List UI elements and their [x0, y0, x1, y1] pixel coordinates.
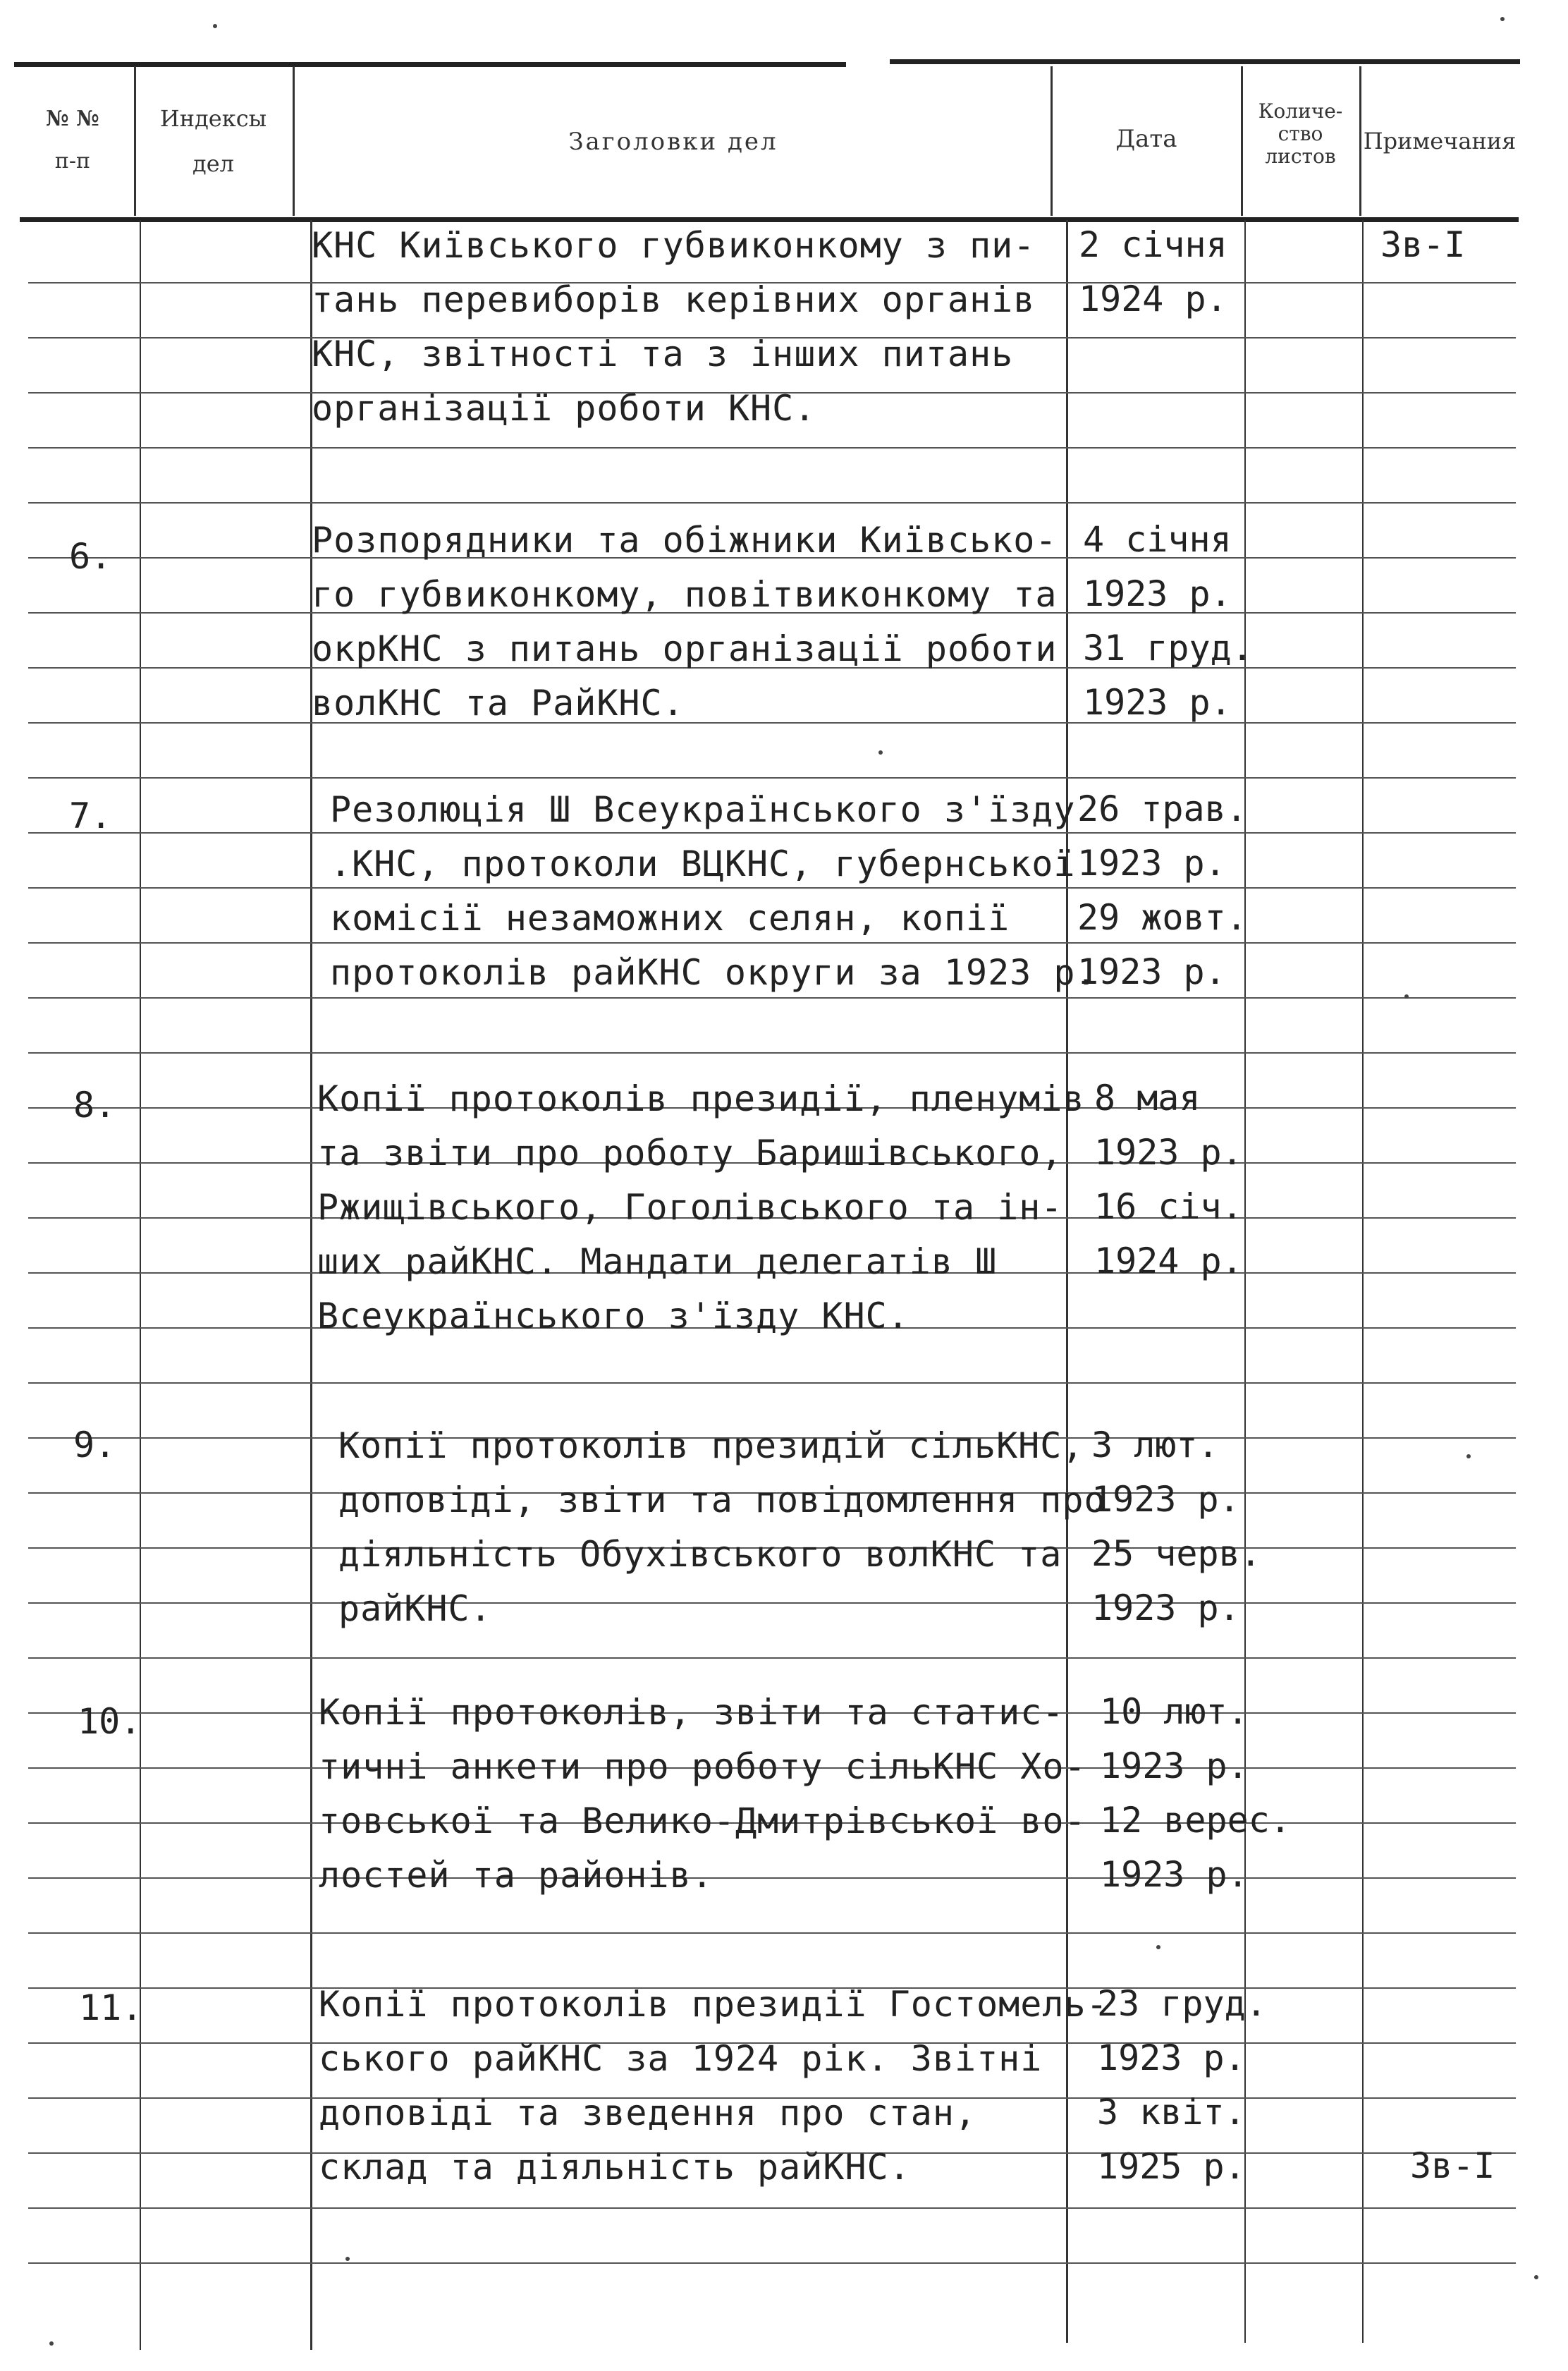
ruled-line — [28, 1877, 1516, 1879]
entry-date-line: 1923 р. — [1100, 1745, 1249, 1786]
header-count — [1243, 100, 1358, 169]
entry-date-line: 23 груд. — [1097, 1983, 1267, 2024]
entry-title-line: та звіти про роботу Баришівського, — [317, 1133, 1063, 1174]
entry-date-line: 25 черв. — [1091, 1533, 1261, 1574]
column-line-1 — [140, 220, 141, 2350]
header-count-line3: листов — [1265, 145, 1336, 169]
entry-number: 10. — [78, 1701, 142, 1742]
entry-title-line: ших райКНС. Мандати делегатів Ш — [317, 1241, 998, 1282]
entry-title-line: Всеукраїнського з'їзду КНС. — [317, 1296, 909, 1336]
entry-title-line: комісії незаможних селян, копії — [330, 898, 1010, 939]
entry-title-line: .КНС, протоколи ВЦКНС, губернської — [330, 843, 1076, 884]
speck — [213, 24, 217, 28]
entry-title-line: доповіді, звіти та повідомлення про — [338, 1480, 1106, 1520]
header-divider-3 — [1051, 66, 1053, 216]
speck — [49, 2341, 54, 2346]
entry-note: Зв-І — [1410, 2145, 1495, 2186]
header-notes: Примечания — [1363, 128, 1517, 154]
ruled-line — [28, 1932, 1516, 1934]
entry-title-line: організації роботи КНС. — [312, 388, 816, 429]
entry-title-line: ського райКНС за 1924 рік. Звітні — [319, 2038, 1043, 2079]
entry-date-line: 31 груд. — [1083, 628, 1253, 669]
entry-title-line: го губвиконкому, повітвиконкому та — [312, 574, 1058, 615]
ruled-line — [28, 777, 1516, 779]
ruled-line — [28, 2262, 1516, 2264]
entry-title-line: тань перевиборів керівних органів — [312, 279, 1036, 320]
entry-title-line: окрКНС з питань організації роботи — [312, 628, 1058, 669]
ruled-line — [28, 1382, 1516, 1384]
header-index — [141, 104, 286, 178]
entry-date-line: 3 лют. — [1091, 1425, 1219, 1465]
entry-title-line: Копії протоколів президії, пленумів — [317, 1078, 1085, 1119]
entry-title-line: діяльність Обухівського волКНС та — [338, 1534, 1062, 1575]
ruled-line — [28, 502, 1516, 504]
ruled-line — [28, 997, 1516, 999]
entry-date-line: 10 лют. — [1100, 1691, 1249, 1732]
header-number — [20, 106, 125, 174]
speck — [345, 2257, 350, 2261]
header-count-line2: ство — [1278, 122, 1323, 146]
ruled-line — [28, 942, 1516, 944]
entry-date-line: 1923 р. — [1077, 951, 1226, 992]
entry-date-line: 29 жовт. — [1077, 897, 1247, 938]
header-title: Заголовки дел — [568, 128, 778, 156]
entry-number: 8. — [73, 1085, 116, 1126]
entry-date-line: 1924 р. — [1094, 1241, 1243, 1281]
entry-title-line: протоколів райКНС округи за 1923 р. — [330, 952, 1098, 993]
header-index-line1: Индексы — [159, 105, 267, 132]
ruled-line — [28, 2207, 1516, 2209]
speck — [1404, 994, 1409, 999]
header-index-line2: дел — [192, 150, 234, 177]
entry-date-line: 8 мая — [1094, 1078, 1201, 1119]
entry-date-line: 1923 р. — [1083, 682, 1232, 723]
entry-date-line: 4 січня — [1083, 519, 1232, 560]
entry-number: 6. — [69, 536, 112, 577]
entry-title-line: Ржищівського, Гоголівського та ін- — [317, 1187, 1063, 1228]
entry-title-line: Копії протоколів президії Гостомель- — [319, 1984, 1108, 2025]
entry-title-line: волКНС та РайКНС. — [312, 683, 685, 724]
ruled-line — [28, 887, 1516, 889]
header-count-line1: Количе- — [1258, 99, 1343, 123]
entry-date-line: 12 верес. — [1100, 1800, 1291, 1841]
entry-number: 7. — [69, 796, 112, 836]
ruled-line — [28, 722, 1516, 724]
entry-title-line: товської та Велико-Дмитрівської во- — [319, 1800, 1086, 1841]
ruled-line — [28, 832, 1516, 834]
speck — [1156, 1945, 1160, 1949]
entry-date-line: 1923 р. — [1091, 1587, 1240, 1628]
entry-date-line: 1923 р. — [1091, 1479, 1240, 1520]
speck — [1500, 17, 1505, 21]
entry-date-line: 16 січ. — [1094, 1186, 1243, 1227]
header-date: Дата — [1115, 125, 1177, 153]
entry-title-line: доповіді та зведення про стан, — [319, 2092, 977, 2133]
entry-date-line: 26 трав. — [1077, 788, 1247, 829]
header-number-line1: № № — [46, 106, 99, 131]
entry-date-line: 1923 р. — [1097, 2037, 1246, 2078]
column-line-5 — [1362, 220, 1364, 2343]
entry-date-line: 1923 р. — [1100, 1854, 1249, 1895]
entry-title-line: лостей та районів. — [319, 1855, 713, 1896]
ruled-line — [28, 1052, 1516, 1054]
entry-date-line: 2 січня — [1079, 224, 1227, 265]
entry-title-line: Резолюція Ш Всеукраїнського з'їзду — [330, 789, 1076, 830]
entry-title-line: КНС, звітності та з інших питань — [312, 334, 1014, 374]
ruled-line — [28, 447, 1516, 449]
header-top-rule-left — [14, 62, 846, 67]
header-top-rule-right — [890, 59, 1520, 64]
entry-date-line: 1925 р. — [1097, 2146, 1246, 2187]
entry-number: 9. — [73, 1425, 116, 1465]
header-divider-2 — [293, 66, 295, 216]
entry-date-line: 3 квіт. — [1097, 2092, 1246, 2133]
speck — [878, 750, 883, 755]
entry-title-line: КНС Київського губвиконкому з пи- — [312, 225, 1036, 266]
entry-date-line: 1924 р. — [1079, 279, 1227, 319]
ruled-line — [28, 1602, 1516, 1604]
entry-date-line: 1923 р. — [1094, 1132, 1243, 1173]
entry-title-line: Копії протоколів, звіти та статис- — [319, 1692, 1065, 1733]
ruled-line — [28, 1657, 1516, 1659]
entry-title-line: склад та діяльність райКНС. — [319, 2147, 911, 2188]
entry-title-line: Розпорядники та обіжники Київсько- — [312, 520, 1058, 561]
entry-date-line: 1923 р. — [1077, 843, 1226, 884]
header-bottom-rule — [20, 217, 1519, 222]
entry-note: Зв-І — [1380, 224, 1466, 265]
entry-number: 11. — [79, 1987, 143, 2028]
header-number-line2: п-п — [54, 148, 91, 173]
header-divider-1 — [134, 66, 136, 216]
column-line-4 — [1244, 220, 1246, 2343]
speck — [1466, 1454, 1471, 1458]
speck — [1534, 2275, 1538, 2279]
entry-date-line: 1923 р. — [1083, 573, 1232, 614]
entry-title-line: тичні анкети про роботу сільКНС Хо- — [319, 1746, 1086, 1787]
entry-title-line: райКНС. — [338, 1588, 492, 1629]
entry-title-line: Копії протоколів президій сільКНС, — [338, 1425, 1084, 1466]
